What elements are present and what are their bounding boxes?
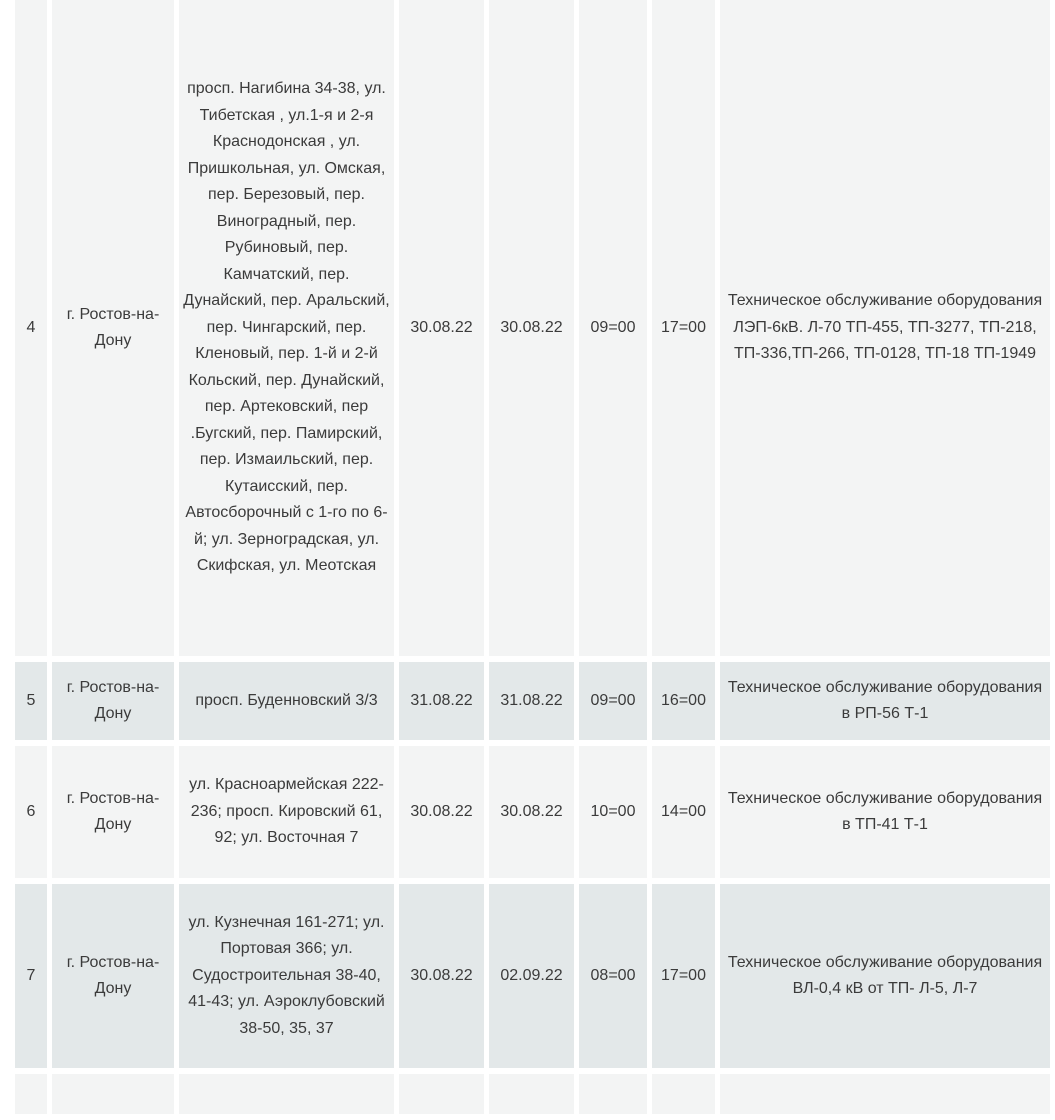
start-time-cell: 09=00 [579, 0, 647, 656]
end-time-cell: 17=00 [652, 884, 715, 1068]
start-time-cell-empty [579, 1074, 647, 1114]
city-cell: г. Ростов-на-Дону [52, 662, 174, 740]
end-date-cell-empty [489, 1074, 574, 1114]
address-cell: просп. Буденновский 3/3 [179, 662, 394, 740]
row-number: 4 [15, 0, 47, 656]
address-cell: просп. Нагибина 34-38, ул. Тибетская , ул.1-я и 2-я Краснодонская , ул. Пришкольная, ул. Омская, пер. Березовый, пер. Виноградный, пер. Рубиновый, пер. Камчатский, пер. Дунайский, пер. Аральский, пер. Чингарский, пер. Кленовый, пер. 1-й и 2-й Кольский, пер. Дунайский, пер. Артековский, пер .Бугский, пер. Памирский, пер. Измаильский, пер. Кутаисский, пер. Автосборочный с 1-го по 6-й; ул. Зерноградская, ул. Скифская, ул. Меотская [179, 0, 394, 656]
start-date-cell: 31.08.22 [399, 662, 484, 740]
description-cell: Техническое обслуживание оборудования в ТП-41 Т-1 [720, 746, 1050, 878]
city-cell: г. Ростов-на-Дону [52, 746, 174, 878]
end-time-cell: 17=00 [652, 0, 715, 656]
outage-schedule-table [10, 0, 1055, 1120]
row-number: 7 [15, 884, 47, 1068]
row-number: 5 [15, 662, 47, 740]
description-cell: Техническое обслуживание оборудования в РП-56 Т-1 [720, 662, 1050, 740]
address-cell-empty [179, 1074, 394, 1114]
start-time-cell: 09=00 [579, 662, 647, 740]
end-date-cell: 30.08.22 [489, 746, 574, 878]
city-cell-empty [52, 1074, 174, 1114]
description-cell: Техническое обслуживание оборудования ВЛ-0,4 кВ от ТП- Л-5, Л-7 [720, 884, 1050, 1068]
start-date-cell: 30.08.22 [399, 0, 484, 656]
city-cell: г. Ростов-на-Дону [52, 884, 174, 1068]
end-time-cell: 16=00 [652, 662, 715, 740]
start-time-cell: 10=00 [579, 746, 647, 878]
address-cell: ул. Красноармейская 222-236; просп. Кировский 61, 92; ул. Восточная 7 [179, 746, 394, 878]
table-row [15, 746, 1050, 878]
table-row [15, 0, 1050, 656]
end-date-cell: 30.08.22 [489, 0, 574, 656]
city-cell: г. Ростов-на-Дону [52, 0, 174, 656]
row-number: 6 [15, 746, 47, 878]
table-row [15, 884, 1050, 1068]
description-cell: Техническое обслуживание оборудования ЛЭП-6кВ. Л-70 ТП-455, ТП-3277, ТП-218, ТП-336,ТП-266, ТП-0128, ТП-18 ТП-1949 [720, 0, 1050, 656]
start-date-cell-empty [399, 1074, 484, 1114]
row-number-empty [15, 1074, 47, 1114]
start-date-cell: 30.08.22 [399, 884, 484, 1068]
end-time-cell: 14=00 [652, 746, 715, 878]
end-time-cell-empty [652, 1074, 715, 1114]
start-time-cell: 08=00 [579, 884, 647, 1068]
end-date-cell: 31.08.22 [489, 662, 574, 740]
start-date-cell: 30.08.22 [399, 746, 484, 878]
table-row [15, 1074, 1050, 1114]
end-date-cell: 02.09.22 [489, 884, 574, 1068]
description-cell-empty [720, 1074, 1050, 1114]
address-cell: ул. Кузнечная 161-271; ул. Портовая 366; ул. Судостроительная 38-40, 41-43; ул. Аэроклубовский 38-50, 35, 37 [179, 884, 394, 1068]
table-row [15, 662, 1050, 740]
